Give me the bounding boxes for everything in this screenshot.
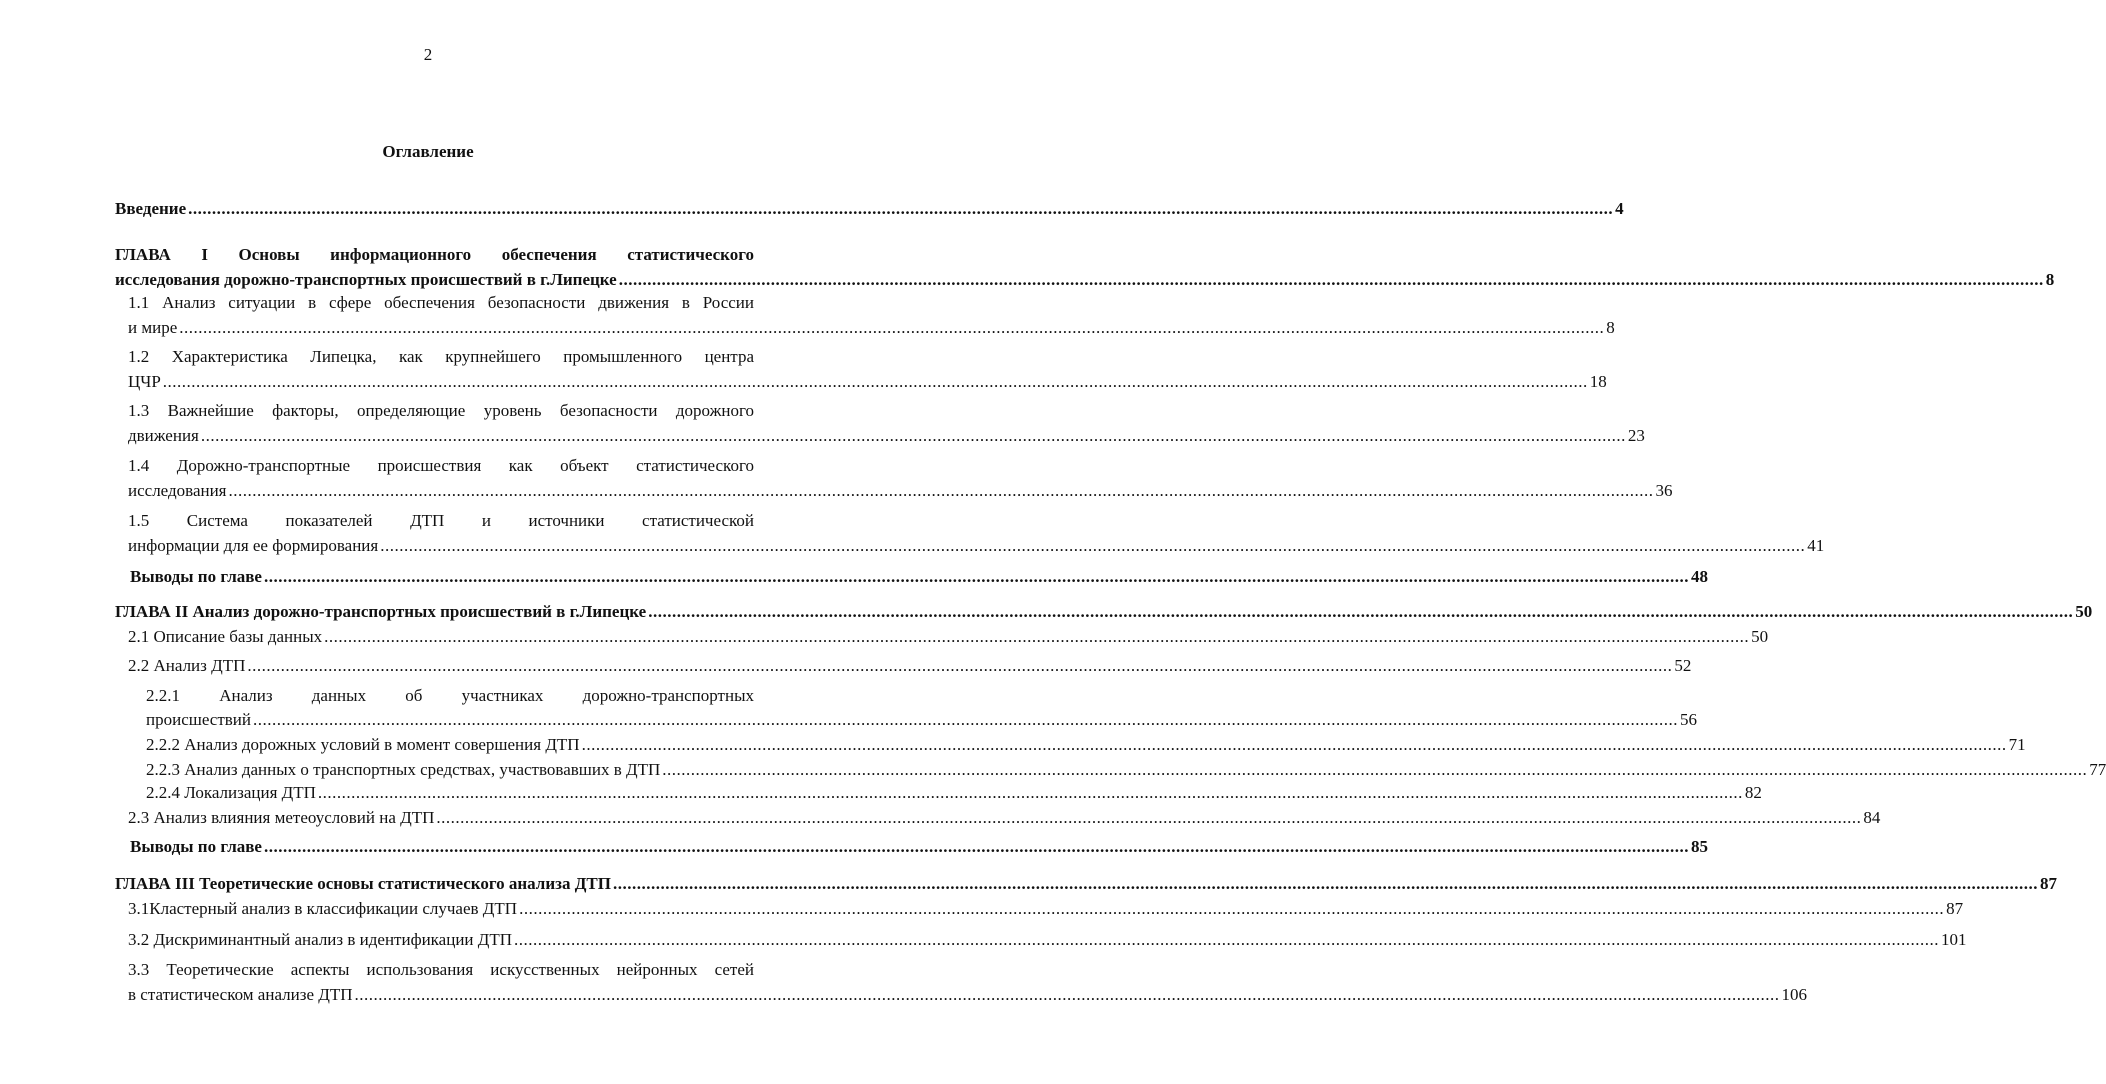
toc-entry-text: 2.2.4 Локализация ДТП [146,783,316,802]
dot-leader: ............................................................................................................................................................................................................................................................................................................ [618,270,2044,289]
toc-page-number: 36 [1655,481,1673,500]
dot-leader: ............................................................................................................................................................................................................................................................................................................ [324,627,1750,646]
toc-entry-text: в статистическом анализе ДТП [128,985,353,1004]
toc-entry-text: 3.1Кластерный анализ в классификации случаев ДТП [128,899,518,918]
toc-entry-line [128,480,1673,502]
toc-entry-line [130,836,1708,858]
toc-entry-text: исследования [128,481,227,500]
dot-leader: ............................................................................................................................................................................................................................................................................................................ [188,199,1614,218]
toc-page-number: 101 [1941,930,1967,949]
toc-entry-line [128,535,1825,557]
toc-entry-line [128,807,1881,829]
dot-leader: ............................................................................................................................................................................................................................................................................................................ [317,783,1743,802]
dot-leader: ............................................................................................................................................................................................................................................................................................................ [436,808,1862,827]
toc-page-number: 8 [2045,270,2055,289]
dot-leader: ............................................................................................................................................................................................................................................................................................................ [200,426,1626,445]
toc-page-number: 23 [1627,426,1645,445]
toc-entry-line [128,929,1967,951]
dot-leader: ............................................................................................................................................................................................................................................................................................................ [612,874,2038,893]
toc-entry-line [146,759,2106,781]
dot-leader: ............................................................................................................................................................................................................................................................................................................ [380,536,1806,555]
dot-leader: ............................................................................................................................................................................................................................................................................................................ [263,567,1689,586]
dot-leader: ............................................................................................................................................................................................................................................................................................................ [247,656,1673,675]
toc-entry-line [128,898,1964,920]
toc-entry-text: и мире [128,318,178,337]
toc-page-number: 48 [1690,567,1708,586]
toc-page-number: 82 [1744,783,1762,802]
toc-entry-text: 3.2 Дискриминантный анализ в идентификации ДТП [128,930,513,949]
toc-title: Оглавление [382,142,474,161]
toc-page-number: 84 [1863,808,1881,827]
toc-entry-text: 1.4 Дорожно-транспортные происшествия как объект статистического [128,456,754,475]
toc-entry-text: 1.5 Система показателей ДТП и источники статистической [128,511,754,530]
toc-entry-text: 3.3 Теоретические аспекты использования искусственных нейронных сетей [128,960,754,979]
toc-entry-text: 2.2.2 Анализ дорожных условий в момент совершения ДТП [146,735,580,754]
toc-page-number: 87 [2039,874,2057,893]
dot-leader: ............................................................................................................................................................................................................................................................................................................ [162,372,1588,391]
toc-entry-line [128,655,1692,677]
toc-entry-line [146,734,2026,756]
toc-entry-text: 2.2.3 Анализ данных о транспортных средствах, участвовавших в ДТП [146,760,661,779]
toc-page-number: 106 [1781,985,1807,1004]
toc-page-number: 52 [1674,656,1692,675]
dot-leader: ............................................................................................................................................................................................................................................................................................................ [519,899,1945,918]
toc-entry-line [146,709,1697,731]
toc-entry-line [128,425,1645,447]
toc-entry-line [115,269,2055,291]
toc-page-number: 8 [1606,318,1615,337]
toc-entry-text: движения [128,426,199,445]
dot-leader: ............................................................................................................................................................................................................................................................................................................ [581,735,2007,754]
toc-entry-text: ГЛАВА II Анализ дорожно-транспортных происшествий в г.Липецке [115,602,647,621]
toc-page-number: 50 [1751,627,1769,646]
dot-leader: ............................................................................................................................................................................................................................................................................................................ [354,985,1780,1004]
toc-entry-text: происшествий [146,710,251,729]
page-number: 2 [423,45,433,64]
toc-entry-text: ГЛАВА I Основы информационного обеспечения статистического [115,245,754,264]
toc-entry-text: 1.1 Анализ ситуации в сфере обеспечения безопасности движения в России [128,293,754,312]
toc-page-number: 77 [2089,760,2106,779]
toc-entry-text: Введение [115,199,187,218]
toc-entry-text: 1.2 Характеристика Липецка, как крупнейшего промышленного центра [128,347,754,366]
toc-page-number: 41 [1807,536,1825,555]
toc-entry-text: 2.3 Анализ влияния метеоусловий на ДТП [128,808,435,827]
toc-entry-line [115,601,2093,623]
toc-entry-line [128,626,1769,648]
toc-page-number: 4 [1615,199,1624,218]
toc-entry-line [130,566,1708,588]
toc-entry-line [146,782,1762,804]
toc-entry-line [128,371,1607,393]
dot-leader: ............................................................................................................................................................................................................................................................................................................ [662,760,2088,779]
toc-entry-text: Выводы по главе [130,837,262,856]
toc-page-number: 18 [1589,372,1607,391]
toc-page-number: 87 [1946,899,1964,918]
toc-entry-text: Выводы по главе [130,567,262,586]
dot-leader: ............................................................................................................................................................................................................................................................................................................ [263,837,1689,856]
dot-leader: ............................................................................................................................................................................................................................................................................................................ [648,602,2074,621]
toc-entry-line [115,873,2057,895]
toc-entry-text: 1.3 Важнейшие факторы, определяющие уровень безопасности дорожного [128,401,754,420]
dot-leader: ............................................................................................................................................................................................................................................................................................................ [514,930,1940,949]
toc-page-number: 85 [1690,837,1708,856]
toc-entry-text: 2.2.1 Анализ данных об участниках дорожно-транспортных [146,686,754,705]
dot-leader: ............................................................................................................................................................................................................................................................................................................ [253,710,1678,729]
dot-leader: ............................................................................................................................................................................................................................................................................................................ [228,481,1654,500]
toc-entry-text: информации для ее формирования [128,536,379,555]
toc-entry-text: ЦЧР [128,372,161,391]
toc-entry-text: исследования дорожно-транспортных происшествий в г.Липецке [115,270,617,289]
dot-leader: ............................................................................................................................................................................................................................................................................................................ [179,318,1605,337]
toc-entry-line [128,317,1615,339]
toc-entry-line [128,984,1807,1006]
toc-entry-line [115,198,1624,220]
toc-page-number: 56 [1680,710,1697,729]
toc-page-number: 50 [2075,602,2093,621]
toc-entry-text: 2.1 Описание базы данных [128,627,323,646]
toc-entry-text: ГЛАВА III Теоретические основы статистического анализа ДТП [115,874,611,893]
toc-page-number: 71 [2008,735,2026,754]
toc-entry-text: 2.2 Анализ ДТП [128,656,246,675]
